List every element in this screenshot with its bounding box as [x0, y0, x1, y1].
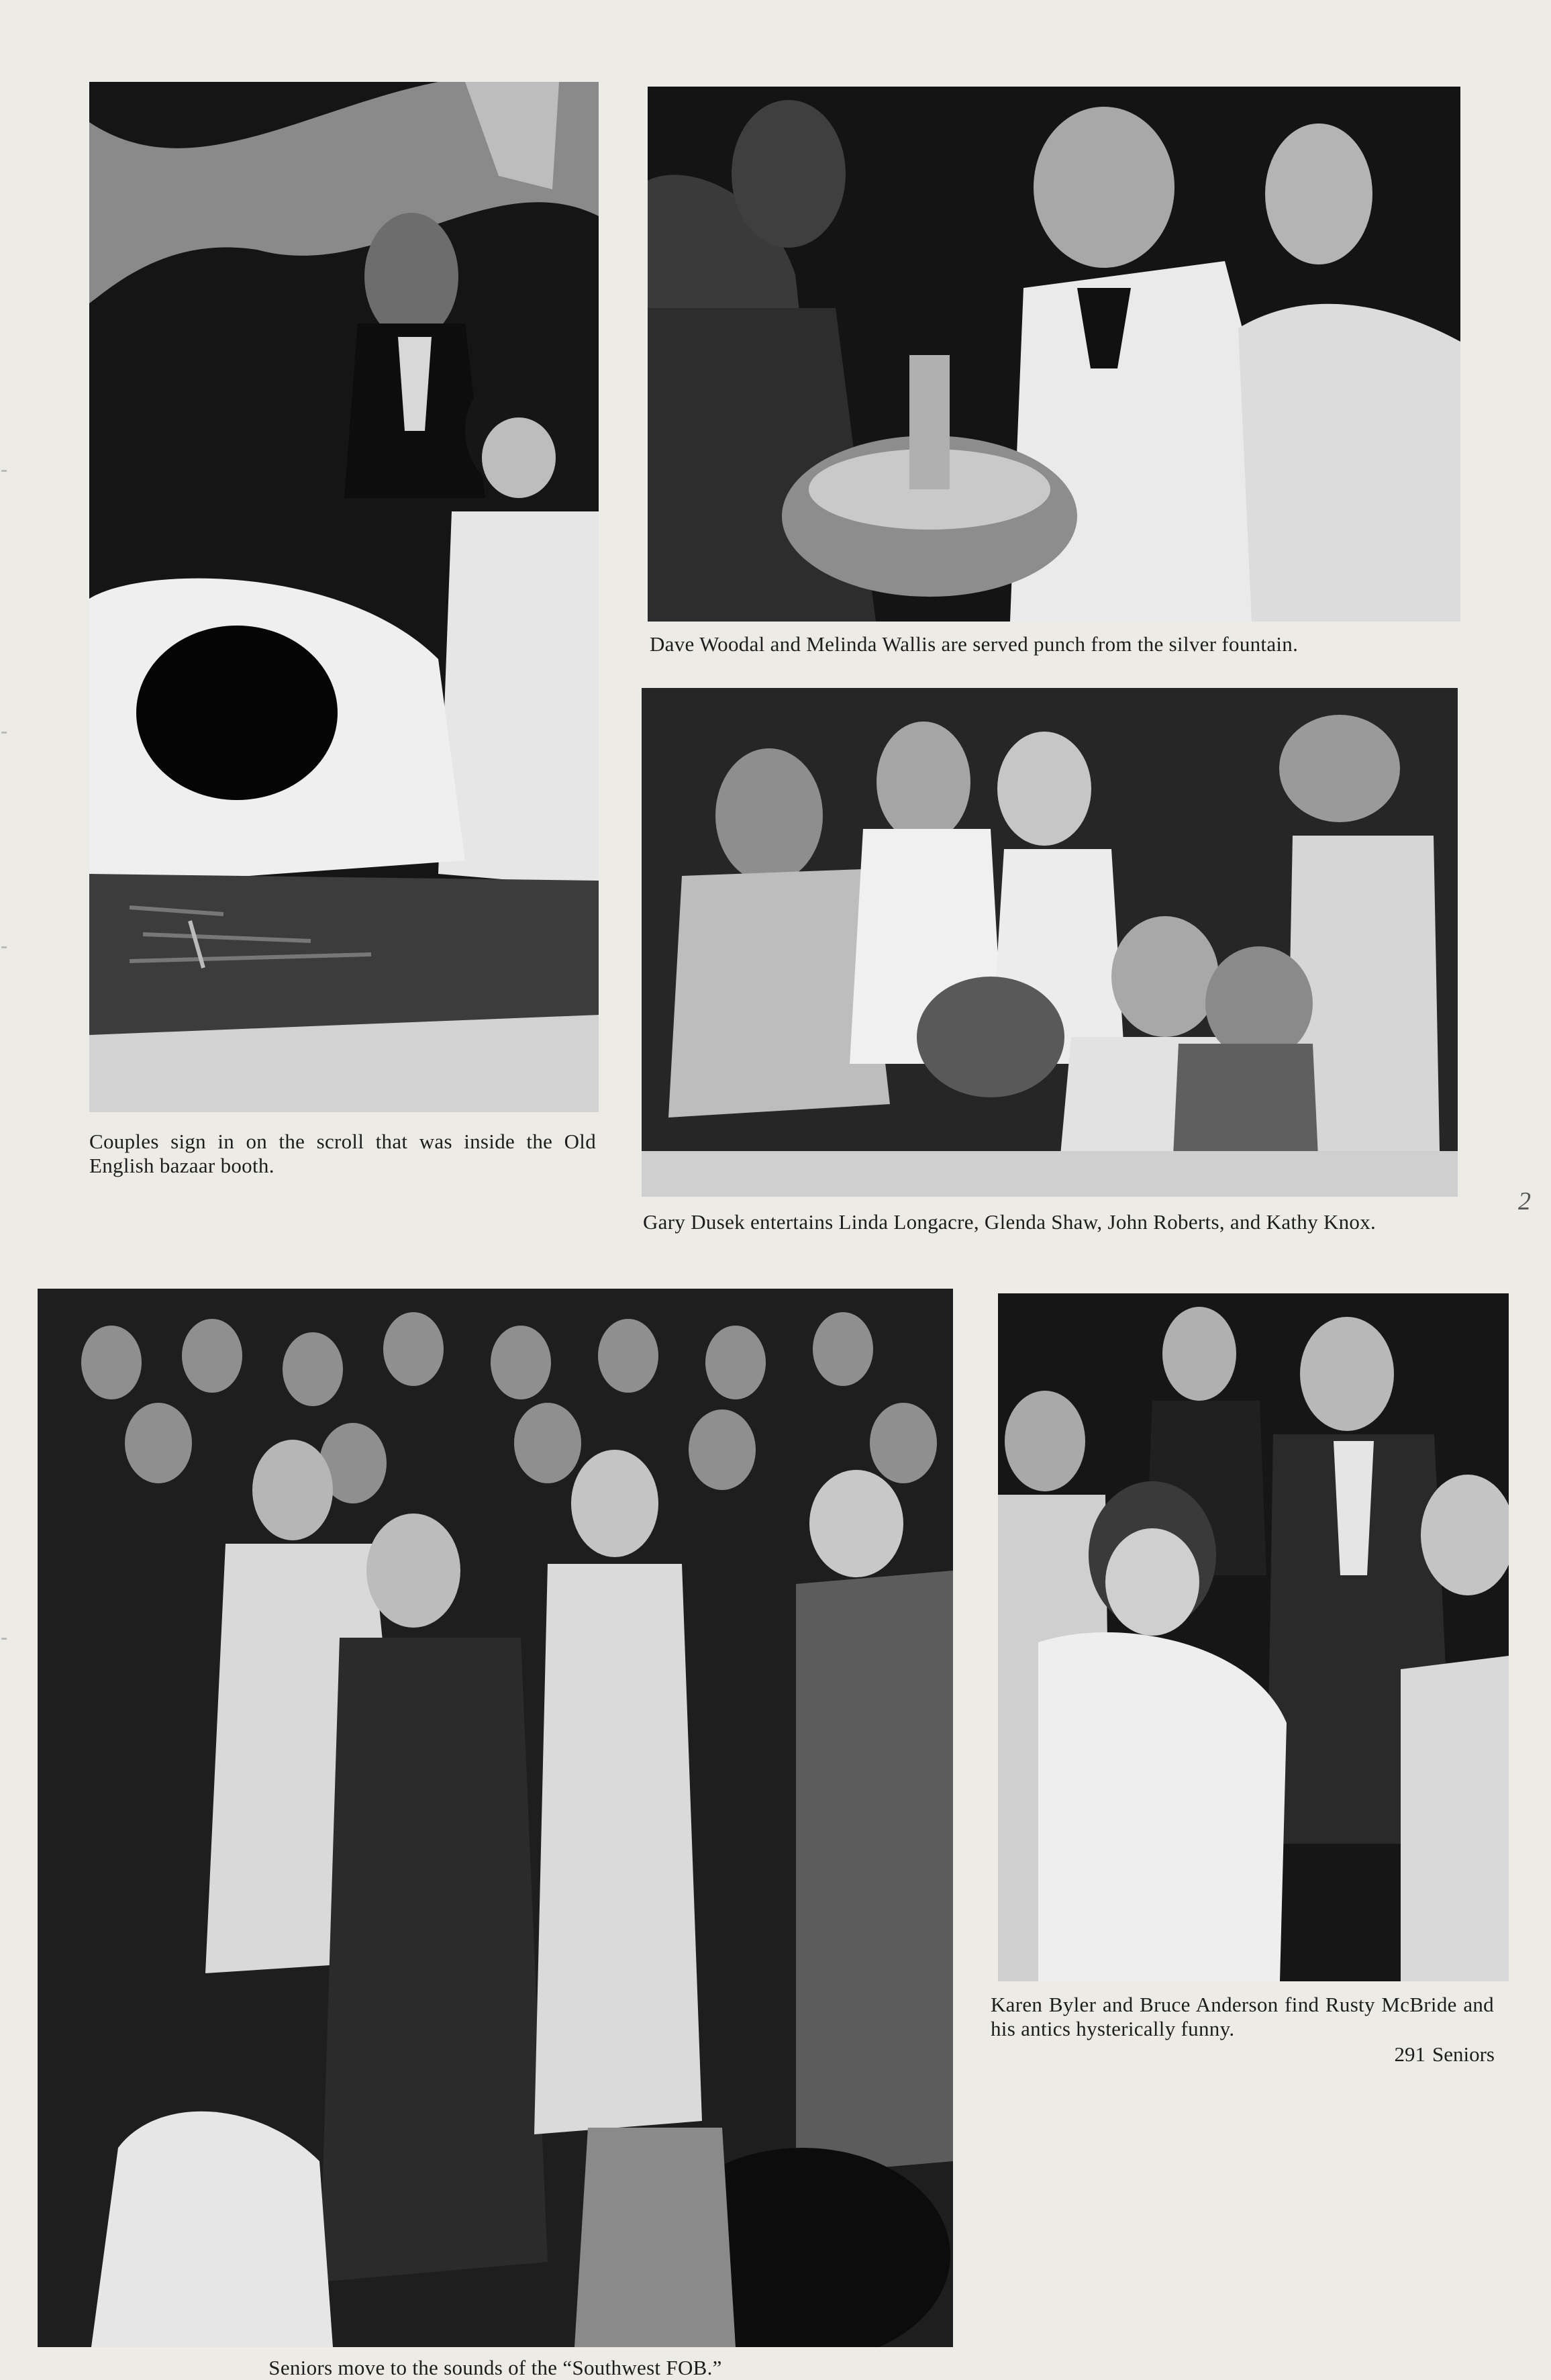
caption-table-group: Gary Dusek entertains Linda Longacre, Glenda Shaw, John Roberts, and Kathy Knox.: [643, 1210, 1377, 1234]
caption-punch-fountain: Dave Woodal and Melinda Wallis are served punch from the silver fountain.: [650, 632, 1299, 656]
page-number: 291: [1394, 2042, 1425, 2066]
photo-scroll-signing: [89, 82, 599, 1112]
handwritten-margin-mark: 2: [1518, 1187, 1531, 1216]
page-folio: [1388, 2042, 1495, 2067]
photo-table-group: [642, 688, 1458, 1197]
margin-tick: [1, 470, 7, 472]
section-name: Seniors: [1432, 2042, 1495, 2066]
photo-dance-floor: [38, 1289, 953, 2347]
margin-tick: [1, 732, 7, 734]
caption-dance-floor: Seniors move to the sounds of the “Southwest FOB.”: [268, 2356, 722, 2379]
margin-tick: [1, 1638, 7, 1640]
caption-laughing-group: Karen Byler and Bruce Anderson find Rusty McBride and his antics hysterically funny.: [991, 1993, 1494, 2040]
photo-laughing-group: [998, 1293, 1509, 1981]
photo-punch-fountain: [648, 87, 1460, 622]
caption-scroll-signing: Couples sign in on the scroll that was inside the Old English bazaar booth.: [89, 1130, 596, 1177]
margin-tick: [1, 946, 7, 948]
